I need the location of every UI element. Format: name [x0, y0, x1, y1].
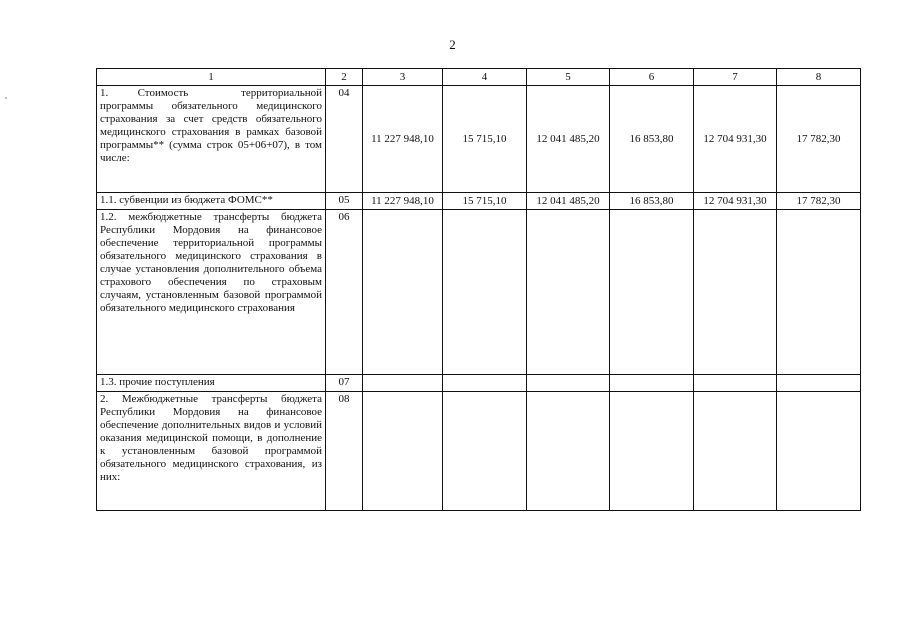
- value-cell: 15 715,10: [443, 86, 527, 193]
- value-cell: [363, 392, 443, 511]
- value-cell: 12 704 931,30: [694, 193, 777, 210]
- table-header-row: [97, 69, 861, 86]
- value-cell: 15 715,10: [443, 193, 527, 210]
- value-cell: [777, 375, 861, 392]
- value-cell: [610, 210, 694, 375]
- table-row: [97, 375, 861, 392]
- table-row: [97, 210, 861, 375]
- value-cell: 12 704 931,30: [694, 86, 777, 193]
- value-cell: 12 041 485,20: [527, 193, 610, 210]
- column-header: 8: [777, 69, 861, 86]
- value-cell: [777, 210, 861, 375]
- page-number: 2: [449, 37, 456, 52]
- margin-mark: [5, 97, 7, 99]
- column-header: 1: [97, 69, 326, 86]
- table-row: [97, 193, 861, 210]
- value-cell: 11 227 948,10: [363, 86, 443, 193]
- value-cell: [527, 375, 610, 392]
- value-cell: [443, 392, 527, 511]
- value-cell: 17 782,30: [777, 86, 861, 193]
- value-cell: [527, 392, 610, 511]
- row-label: 1. Стоимость территориальной программы обязательного медицинского страхования за счет средств обязательного медицинского страхования в рамках базовой программы** (сумма строк 05+06+07), в том числе:: [97, 86, 326, 193]
- value-cell: 16 853,80: [610, 86, 694, 193]
- row-label: 1.2. межбюджетные трансферты бюджета Республики Мордовия на финансовое обеспечение территориальной программы обязательного медицинского страхования в случае установления дополнительного объема страхового обеспечения по страховым случаям, установленным базовой программой обязательного медицинского страхования: [97, 210, 326, 375]
- row-code: 04: [326, 86, 363, 193]
- row-code: 06: [326, 210, 363, 375]
- row-code: 07: [326, 375, 363, 392]
- table-row: [97, 86, 861, 193]
- column-header: 4: [443, 69, 527, 86]
- value-cell: 12 041 485,20: [527, 86, 610, 193]
- value-cell: [777, 392, 861, 511]
- value-cell: [694, 392, 777, 511]
- budget-table: [96, 68, 861, 511]
- value-cell: 17 782,30: [777, 193, 861, 210]
- value-cell: [443, 210, 527, 375]
- column-header: 5: [527, 69, 610, 86]
- value-cell: 16 853,80: [610, 193, 694, 210]
- value-cell: [694, 210, 777, 375]
- table-row: [97, 392, 861, 511]
- value-cell: [610, 392, 694, 511]
- column-header: 2: [326, 69, 363, 86]
- value-cell: 11 227 948,10: [363, 193, 443, 210]
- row-label: 1.1. субвенции из бюджета ФОМС**: [97, 193, 326, 210]
- column-header: 6: [610, 69, 694, 86]
- row-label: 1.3. прочие поступления: [97, 375, 326, 392]
- row-code: 05: [326, 193, 363, 210]
- column-header: 7: [694, 69, 777, 86]
- column-header: 3: [363, 69, 443, 86]
- value-cell: [363, 375, 443, 392]
- row-code: 08: [326, 392, 363, 511]
- value-cell: [694, 375, 777, 392]
- value-cell: [527, 210, 610, 375]
- value-cell: [443, 375, 527, 392]
- value-cell: [363, 210, 443, 375]
- row-label: 2. Межбюджетные трансферты бюджета Республики Мордовия на финансовое обеспечение дополнительных видов и условий оказания медицинской помощи, в дополнение к установленным базовой программой обязательного медицинского страхования, из них:: [97, 392, 326, 511]
- value-cell: [610, 375, 694, 392]
